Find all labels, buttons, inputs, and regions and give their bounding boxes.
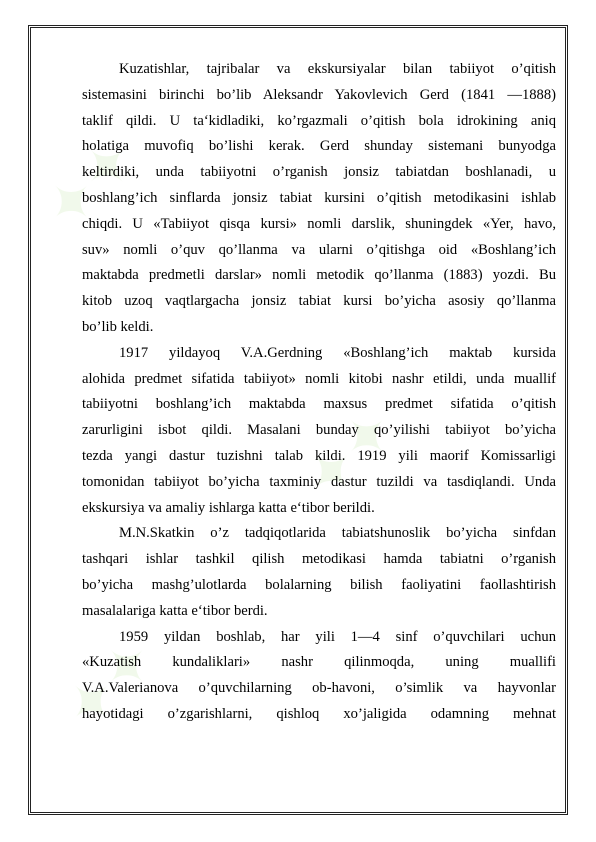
text-line: alohida predmet sifatida tabiiyot» nomli kitobi nashr etildi, unda muallif: [82, 370, 556, 387]
text-line: keltirdiki, unda tabiiyotni o’rganish jonsiz tabiatdan boshlanadi, u: [82, 164, 556, 181]
text-line: sistemasini birinchi bo’lib Aleksandr Yakovlevich Gerd (1841 —1888): [82, 86, 556, 103]
text-line: chiqdi. U «Tabiiyot qisqa kursi» nomli darslik, shuningdek «Yer, havo,: [82, 215, 556, 232]
text-line: M.N.Skatkin o’z tadqiqotlarida tabiatshunoslik bo’yicha sinfdan: [119, 525, 556, 542]
document-body: [82, 57, 556, 728]
watermark: ✦✦: [49, 624, 171, 746]
text-line: holatiga muvofiq bo’lishi kerak. Gerd shunday sistemani bunyodga: [82, 138, 556, 155]
text-line: taklif qildi. U ta‘kidladiki, ko’rgazmali o’qitish bola idrokining aniq: [82, 112, 556, 129]
text-line: boshlang’ich sinflarda jonsiz tabiat kursini o’qitish metodikasini ishlab: [82, 189, 556, 206]
text-line: maktabda predmetli darslar» nomli metodik qo’llanma (1883) yozdi. Bu: [82, 267, 556, 284]
paragraph: [82, 521, 556, 624]
text-line: kitob uzoq vaqtlargacha jonsiz tabiat kursi bo’yicha asosiy qo’llanma: [82, 293, 556, 310]
text-line: suv» nomli o’quv qo’llanma va ularni o’qitishga oid «Boshlang’ich: [82, 241, 556, 258]
text-line: hayotidagi o’zgarishlarni, qishloq xo’jaligida odamning mehnat: [82, 705, 556, 722]
text-line: ekskursiya va amaliy ishlarga katta e‘tibor berildi.: [82, 499, 375, 516]
text-line: tashqari ishlar tashkil qilish metodikasi hamda tabiatni o’rganish: [82, 551, 556, 568]
paragraph: [82, 57, 556, 341]
text-line: «Kuzatish kundaliklari» nashr qilinmoqda, uning muallifi: [82, 654, 556, 671]
text-line: 1917 yildayoq V.A.Gerdning «Boshlang’ich maktab kursida: [119, 344, 556, 361]
paragraph: [82, 341, 556, 522]
text-line: zarurligini isbot qildi. Masalani bunday qo’yilishi tabiiyot bo’yicha: [82, 422, 556, 439]
text-line: tabiiyotni boshlang’ich maktabda maxsus predmet sifatida o’qitish: [82, 396, 556, 413]
text-line: Kuzatishlar, tajribalar va ekskursiyalar bilan tabiiyot o’qitish: [119, 61, 556, 77]
text-line: 1959 yildan boshlab, har yili 1—4 sinf o’quvchilari uchun: [119, 628, 556, 645]
text-line: bo’yicha mashg’ulotlarda bolalarning bilish faoliyatini faollashtirish: [82, 576, 556, 593]
text-line: tomonidan tabiiyot bo’yicha taxminiy dastur tuzildi va tasdiqlandi. Unda: [82, 473, 556, 490]
text-line: masalalariga katta e‘tibor berdi.: [82, 602, 268, 619]
watermark: ✦✦: [29, 124, 151, 246]
watermark: ✦✦: [289, 394, 411, 516]
text-line: bo’lib keldi.: [82, 318, 154, 335]
text-line: tezda yangi dastur tuzishni talab kildi. 1919 yili maorif Komissarligi: [82, 447, 556, 464]
text-line: V.A.Valerianova o’quvchilarning ob-havoni, o’simlik va hayvonlar: [82, 680, 556, 697]
paragraph: [82, 625, 556, 728]
